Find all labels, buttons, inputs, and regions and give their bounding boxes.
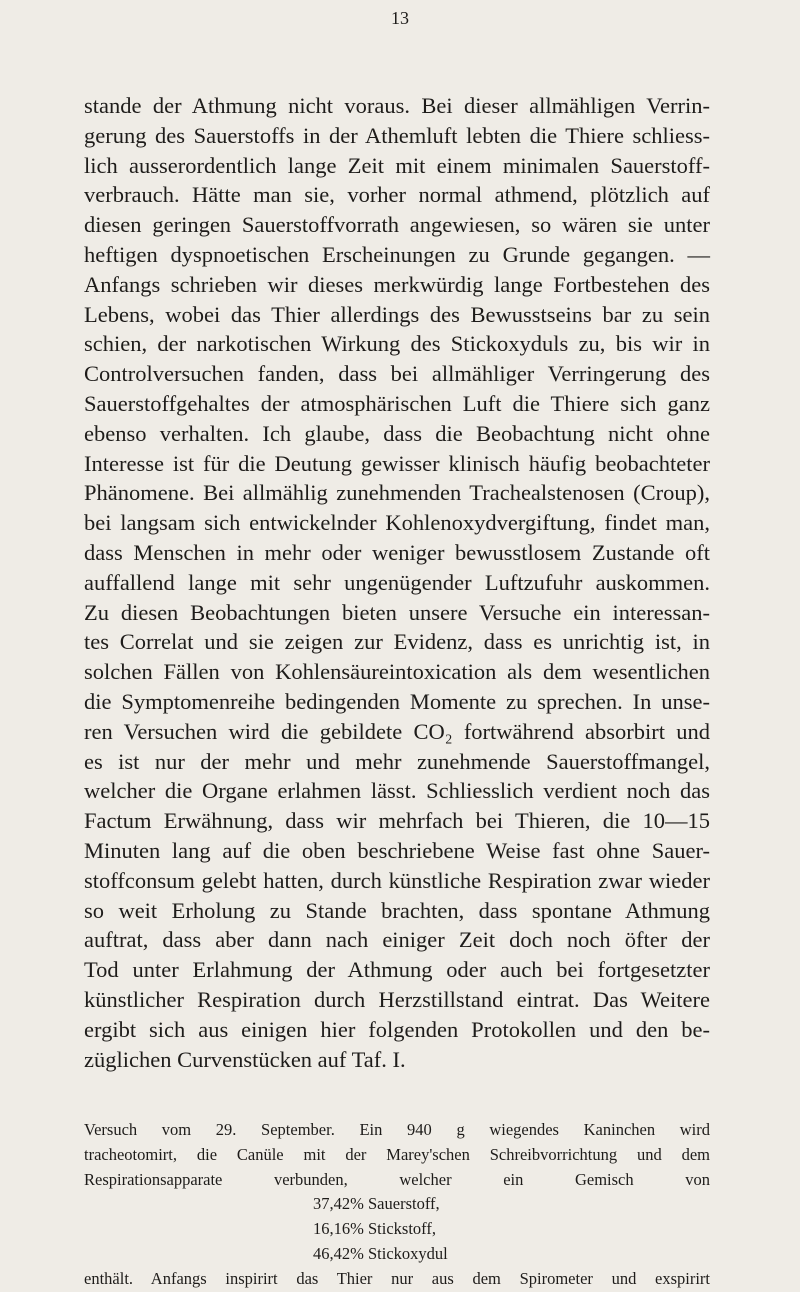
body-text [84,91,710,1074]
protocol-line: Respirationsapparate verbunden, welcher ein Gemisch von [84,1169,710,1189]
body-line: ebenso verhalten. Ich glaube, dass die Beobachtung nicht ohne [84,420,710,446]
body-line: Tod unter Erlahmung der Athmung oder auch bei fortgesetzter [84,957,710,983]
body-line: Interesse ist für die Deutung gewisser klinisch häufig beobachteter [84,450,710,476]
body-line: verbrauch. Hätte man sie, vorher normal athmend, plötzlich auf [84,182,710,208]
body-line: dass Menschen in mehr oder weniger bewusstlosem Zustande oft [84,539,710,565]
gas-mixture-nitrous-oxide: 46,42% Stickoxydul [313,1243,448,1263]
body-line: Factum Erwähnung, dass wir mehrfach bei Thieren, die 10—15 [84,808,710,834]
body-line: bei langsam sich entwickelnder Kohlenoxydvergiftung, findet man, [84,510,710,536]
body-line: stande der Athmung nicht voraus. Bei dieser allmähligen Verrin- [84,93,710,118]
body-line: schien, der narkotischen Wirkung des Stickoxyduls zu, bis wir in [84,331,710,357]
page-number: 13 [391,8,409,28]
body-line: Sauerstoffgehaltes der atmosphärischen Luft die Thiere sich ganz [84,390,710,416]
protocol-closing-line: enthält. Anfangs inspirirt das Thier nur aus dem Spirometer und exspirirt [84,1268,710,1288]
body-line: auffallend lange mit sehr ungenügender Luftzufuhr auskommen. [84,569,710,595]
gas-mixture-nitrogen: 16,16% Stickstoff, [313,1219,436,1239]
body-line: auftrat, dass aber dann nach einiger Zeit doch noch öfter der [84,927,710,953]
body-line: Controlversuchen fanden, dass bei allmähliger Verringerung des [84,361,710,387]
body-line: lich ausserordentlich lange Zeit mit einem minimalen Sauerstoff- [84,152,710,178]
body-line: Lebens, wobei das Thier allerdings des Bewusstseins bar zu sein [84,301,710,327]
body-line: so weit Erholung zu Stande brachten, dass spontane Athmung [84,897,710,923]
experiment-protocol [84,1118,710,1292]
body-line: solchen Fällen von Kohlensäureintoxication als dem wesentlichen [84,659,710,685]
body-line: ren Versuchen wird die gebildete CO₂ fortwährend absorbirt und [84,718,710,744]
body-line: welcher die Organe erlahmen lässt. Schliesslich verdient noch das [84,778,710,804]
protocol-line: Versuch vom 29. September. Ein 940 g wiegendes Kaninchen wird [84,1120,710,1139]
body-line: Minuten lang auf die oben beschriebene Weise fast ohne Sauer- [84,837,710,863]
body-line: es ist nur der mehr und mehr zunehmende Sauerstoffmangel, [84,748,710,774]
body-line: die Symptomenreihe bedingenden Momente zu sprechen. In unse- [84,688,710,714]
body-line: gerung des Sauerstoffs in der Athemluft lebten die Thiere schliess- [84,122,710,148]
body-line: züglichen Curvenstücken auf Taf. I. [84,1046,406,1072]
body-line: stoffconsum gelebt hatten, durch künstliche Respiration zwar wieder [84,867,710,893]
body-line: Phänomene. Bei allmählig zunehmenden Trachealstenosen (Croup), [84,480,710,506]
body-line: Anfangs schrieben wir dieses merkwürdig lange Fortbestehen des [84,271,710,297]
body-line: ergibt sich aus einigen hier folgenden Protokollen und den be- [84,1016,710,1042]
body-line: Zu diesen Beobachtungen bieten unsere Versuche ein interessan- [84,599,710,625]
body-line: diesen geringen Sauerstoffvorrath angewiesen, so wären sie unter [84,212,710,238]
body-line: tes Correlat und sie zeigen zur Evidenz, dass es unrichtig ist, in [84,629,710,655]
body-line: künstlicher Respiration durch Herzstillstand eintrat. Das Weitere [84,986,710,1012]
body-line: heftigen dyspnoetischen Erscheinungen zu Grunde gegangen. — [84,241,710,267]
protocol-line: tracheotomirt, die Canüle mit der Marey'schen Schreibvorrichtung und dem [84,1144,710,1164]
gas-mixture-oxygen: 37,42% Sauerstoff, [313,1194,440,1214]
